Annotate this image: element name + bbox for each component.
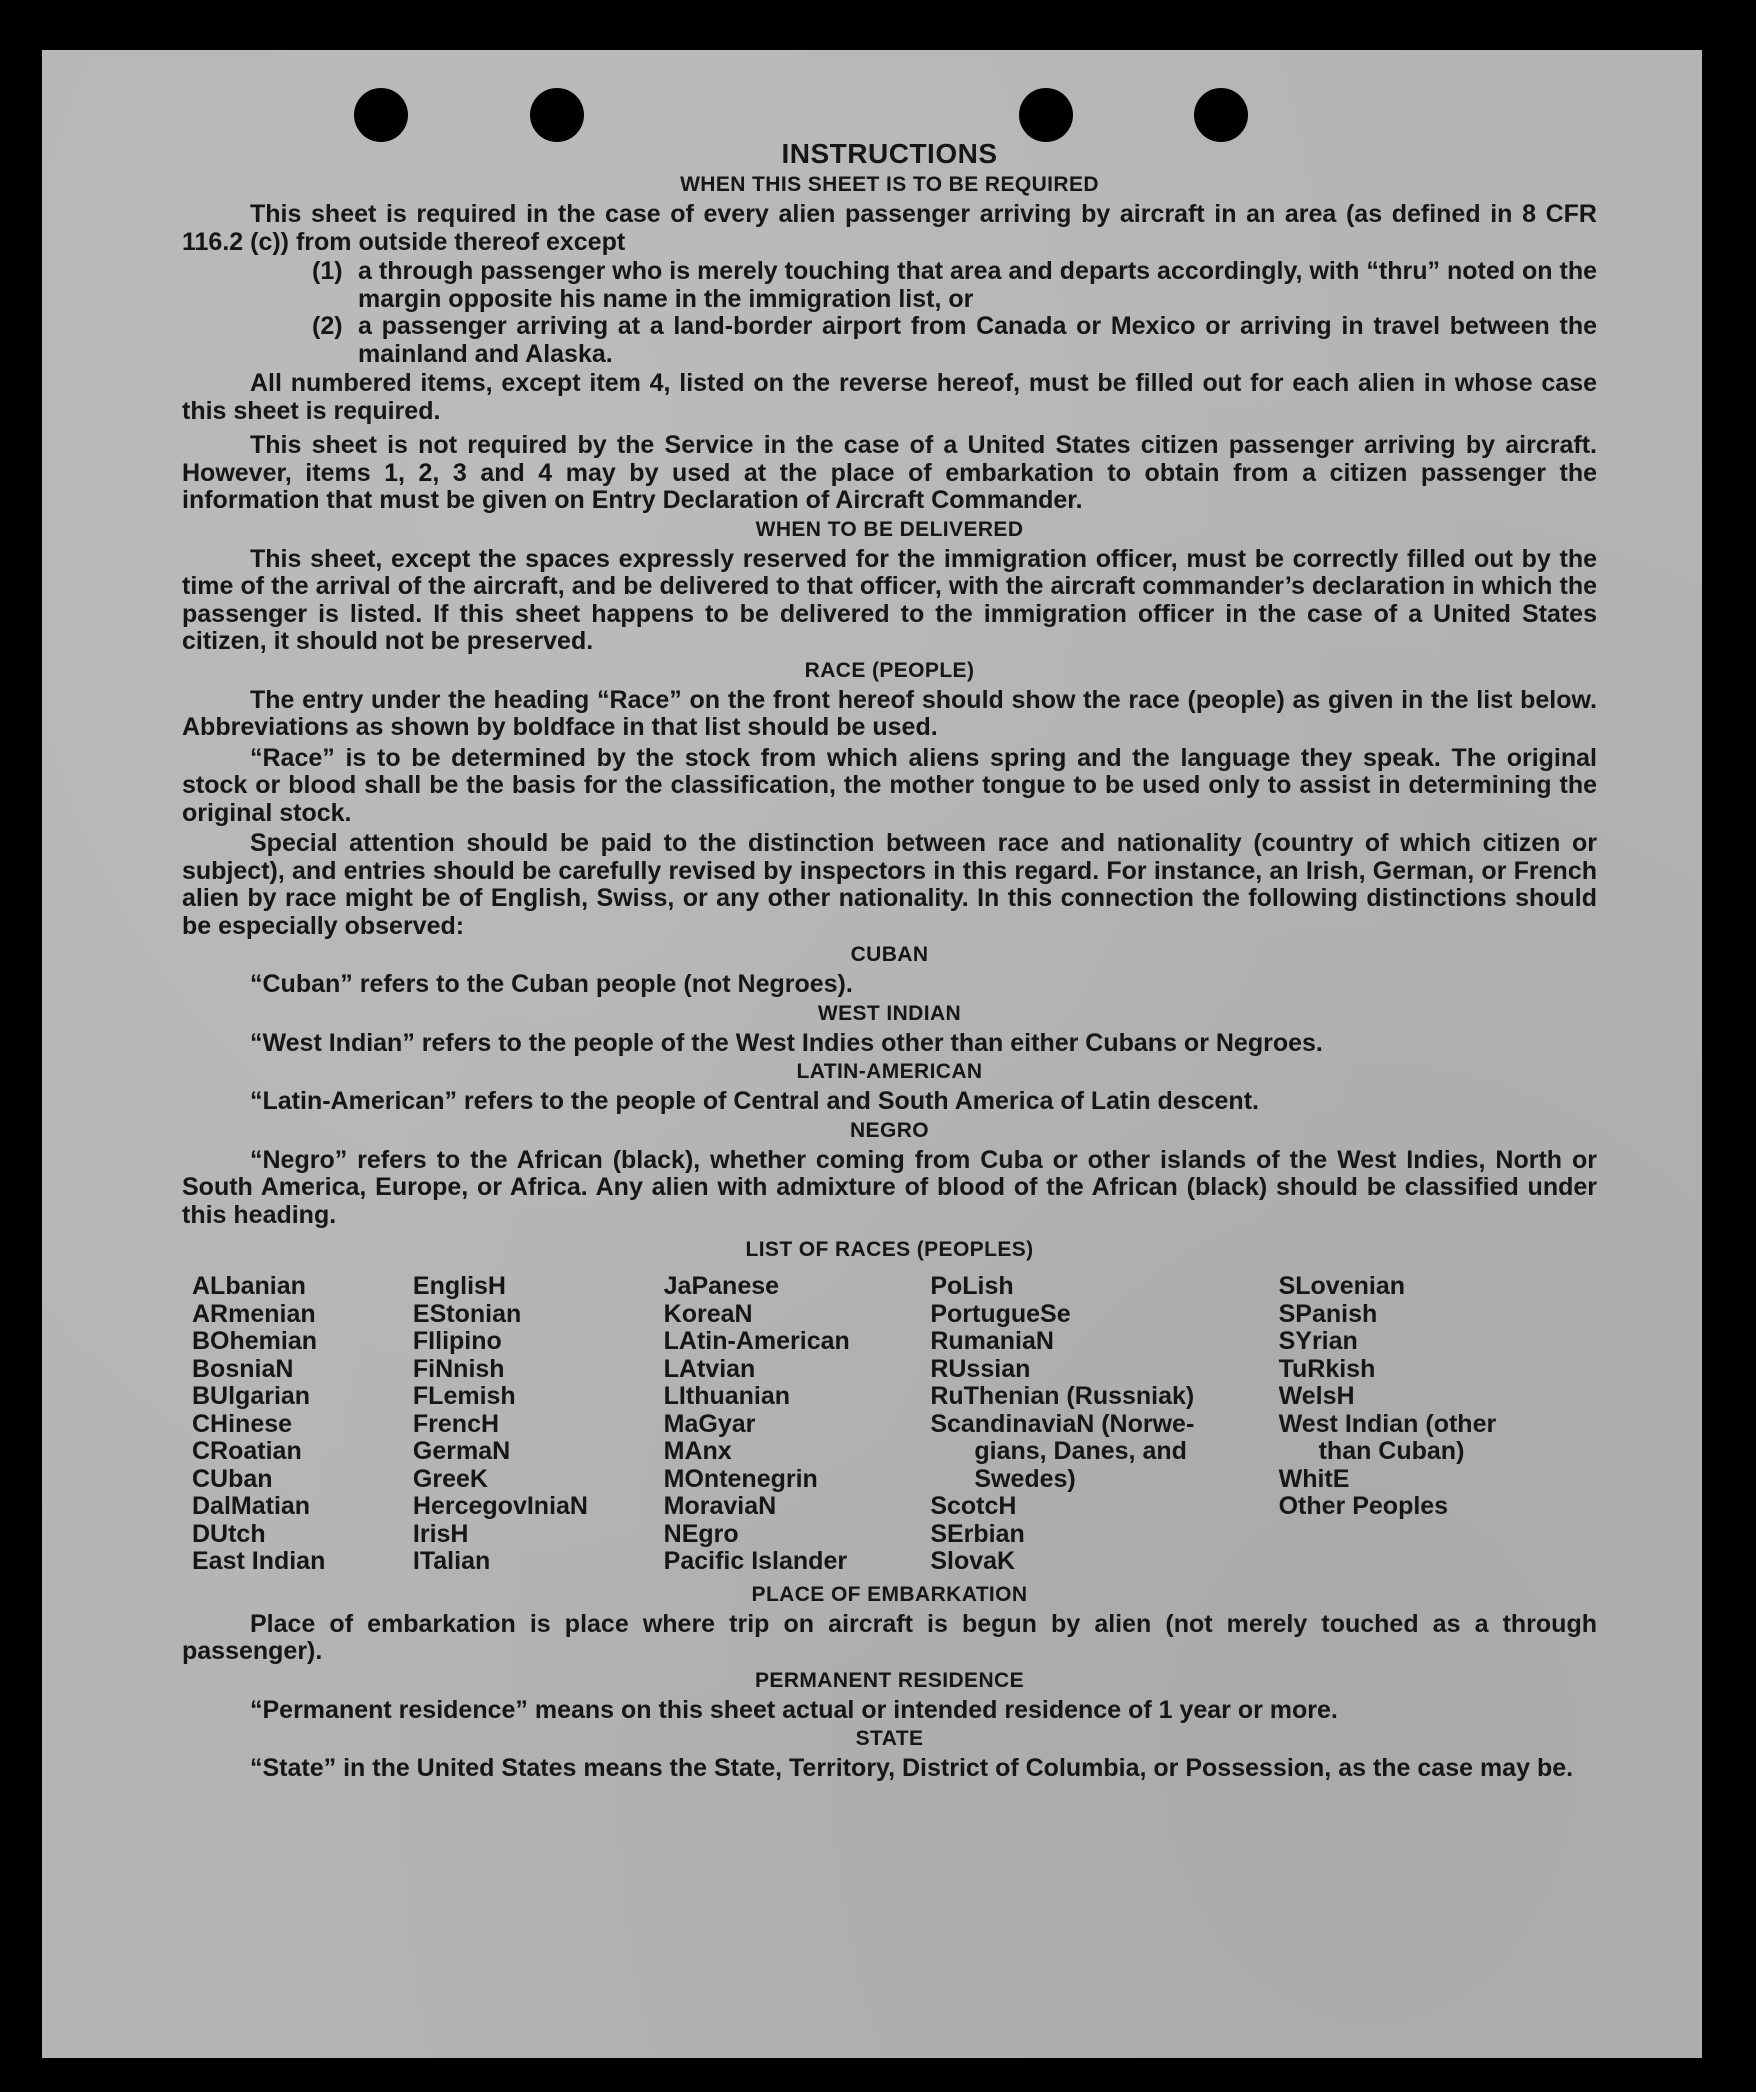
race-item: TuRkish [1278, 1354, 1376, 1383]
race-item: LAtvian [663, 1354, 756, 1383]
paragraph: This sheet is not required by the Service in the case of a United States citizen passenger arriving by aircraft. However, items 1, 2, 3 and 4 may by used at the place of embarkation to obtain from a citizen passenger the information that must be given on Entry Declaration of Aircraft Commander. [182, 431, 1597, 514]
paragraph: “Permanent residence” means on this sheet actual or intended residence of 1 year or more. [250, 1695, 1338, 1724]
race-item: NEgro [663, 1519, 739, 1548]
race-item: LAtin-American [663, 1327, 850, 1355]
exception-list [182, 258, 1597, 368]
races-column [1279, 1273, 1597, 1576]
race-item: SErbian [930, 1519, 1025, 1548]
paragraph: This sheet, except the spaces expressly reserved for the immigration officer, must be correctly filled out by the time of the arrival of the aircraft, and be delivered to that officer, with the aircraft commander’s declaration in which the passenger is listed. If this sheet happens to be delivered to the immigration officer in the case of a United States citizen, it should not be preserved. [182, 544, 1597, 655]
section-heading: PERMANENT RESIDENCE [755, 1668, 1024, 1692]
section-heading: PLACE OF EMBARKATION [751, 1582, 1028, 1606]
instructions-body [182, 138, 1597, 1783]
race-item: DUtch [192, 1519, 266, 1548]
race-item: JaPanese [663, 1272, 780, 1300]
paragraph: Place of embarkation is place where trip on aircraft is begun by alien (not merely touched as a through passenger). [182, 1609, 1597, 1665]
races-column [930, 1273, 1278, 1576]
section-heading: WHEN THIS SHEET IS TO BE REQUIRED [680, 173, 1099, 196]
section-heading: LIST OF RACES (PEOPLES) [745, 1238, 1034, 1261]
paragraph: All numbered items, except item 4, listed on the reverse hereof, must be filled out for each alien in whose case this sheet is required. [182, 369, 1597, 425]
race-item: ITalian [412, 1547, 491, 1575]
race-item: MaGyar [663, 1409, 756, 1438]
paragraph: This sheet is required in the case of every alien passenger arriving by aircraft in an area (as defined in 8 CFR 116.2 (c)) from outside thereof except [182, 200, 1597, 256]
section-heading: WEST INDIAN [817, 1001, 962, 1025]
race-item: CUban [192, 1464, 273, 1493]
paragraph: Special attention should be paid to the distinction between race and nationality (country of which citizen or subject), and entries should be carefully revised by inspectors in this regard. For instance, an Irish, German, or French alien by race might be of English, Swiss, or any other nationality. In this connection the following distinctions should be especially observed: [182, 829, 1597, 940]
paragraph: “West Indian” refers to the people of the West Indies other than either Cubans or Negroes. [250, 1028, 1323, 1057]
page-title: INSTRUCTIONS [781, 138, 998, 169]
race-item: BUlgarian [192, 1382, 311, 1410]
paragraph: “Race” is to be determined by the stock from which aliens spring and the language they speak. The original stock or blood shall be the basis for the classification, the mother tongue to be used only to assist in determining the original stock. [182, 743, 1597, 827]
race-item: FiNnish [412, 1354, 505, 1383]
race-item: HercegovIniaN [412, 1492, 588, 1520]
race-item: ALbanian [192, 1272, 306, 1300]
section-heading: CUBAN [850, 943, 929, 966]
race-item-continuation: Swedes) [974, 1464, 1076, 1493]
race-item: CHinese [192, 1409, 293, 1438]
section-heading: STATE [855, 1727, 924, 1750]
race-item: GreeK [412, 1464, 488, 1493]
punch-hole [1194, 88, 1248, 142]
race-item: MoraviaN [663, 1492, 777, 1520]
section-heading: NEGRO [849, 1118, 929, 1142]
list-item [312, 313, 1597, 368]
punch-hole [354, 88, 408, 142]
race-item: SLovenian [1278, 1272, 1406, 1300]
race-item: FIlipino [412, 1327, 502, 1355]
race-item: EStonian [412, 1299, 522, 1328]
race-item: SPanish [1278, 1299, 1378, 1328]
race-item: RUssian [930, 1354, 1031, 1383]
race-item: WhitE [1278, 1464, 1350, 1493]
race-item: PortugueSe [930, 1299, 1071, 1328]
races-column [664, 1273, 931, 1576]
race-item: MOntenegrin [663, 1464, 818, 1493]
punch-hole [530, 88, 584, 142]
race-item: FrencH [412, 1409, 500, 1438]
item-text: a passenger arriving at a land-border airport from Canada or Mexico or arriving in travel between the mainland and Alaska. [358, 312, 1597, 368]
race-item: ScotcH [930, 1492, 1017, 1520]
race-item: Pacific Islander [663, 1547, 848, 1575]
punch-hole [1019, 88, 1073, 142]
race-item: ARmenian [192, 1299, 316, 1328]
race-item: SYrian [1278, 1327, 1358, 1355]
race-item: FLemish [412, 1382, 516, 1410]
item-number: (1) [312, 257, 343, 285]
race-item-continuation: than Cuban) [1318, 1437, 1465, 1465]
race-item: BOhemian [192, 1327, 318, 1355]
race-item: PoLish [930, 1272, 1014, 1300]
race-item: WelsH [1278, 1382, 1355, 1410]
document-sheet [42, 50, 1702, 2058]
list-item [312, 258, 1597, 313]
race-item: KoreaN [663, 1299, 753, 1328]
race-item: RuThenian (Russniak) [930, 1382, 1195, 1410]
races-column [413, 1273, 664, 1576]
section-heading: RACE (PEOPLE) [804, 658, 975, 682]
race-item: EnglisH [412, 1272, 506, 1300]
race-item: East Indian [192, 1547, 326, 1575]
paragraph: “Negro” refers to the African (black), whether coming from Cuba or other islands of the West Indies, North or South America, Europe, or Africa. Any alien with admixture of blood of the African (black) should be classified under this heading. [182, 1145, 1597, 1229]
paragraph: “Cuban” refers to the Cuban people (not Negroes). [250, 970, 853, 998]
race-item: MAnx [663, 1437, 732, 1465]
race-item: CRoatian [192, 1437, 302, 1465]
races-list [192, 1273, 1597, 1576]
race-item: SlovaK [930, 1547, 1016, 1575]
paragraph: “Latin-American” refers to the people of Central and South America of Latin descent. [250, 1087, 1259, 1115]
race-item-continuation: gians, Danes, and [974, 1437, 1187, 1465]
races-column [192, 1273, 413, 1576]
item-number: (2) [312, 312, 343, 340]
race-item: GermaN [412, 1437, 511, 1465]
race-item: LIthuanian [663, 1382, 791, 1410]
section-heading: WHEN TO BE DELIVERED [755, 517, 1024, 541]
race-item: West Indian (other [1278, 1409, 1497, 1438]
section-heading: LATIN-AMERICAN [796, 1060, 983, 1083]
race-item: RumaniaN [930, 1327, 1054, 1355]
paragraph: The entry under the heading “Race” on the front hereof should show the race (people) as given in the list below. Abbreviations as shown by boldface in that list should be used. [182, 685, 1597, 741]
race-item: Other Peoples [1278, 1492, 1449, 1520]
paragraph: “State” in the United States means the State, Territory, District of Columbia, or Possession, as the case may be. [250, 1754, 1574, 1782]
race-item: DalMatian [192, 1492, 311, 1520]
item-text: a through passenger who is merely touching that area and departs accordingly, with “thru” noted on the margin opposite his name in the immigration list, or [358, 257, 1597, 313]
race-item: IrisH [412, 1519, 469, 1548]
race-item: BosniaN [192, 1354, 294, 1383]
race-item: ScandinaviaN (Norwe- [930, 1409, 1195, 1438]
